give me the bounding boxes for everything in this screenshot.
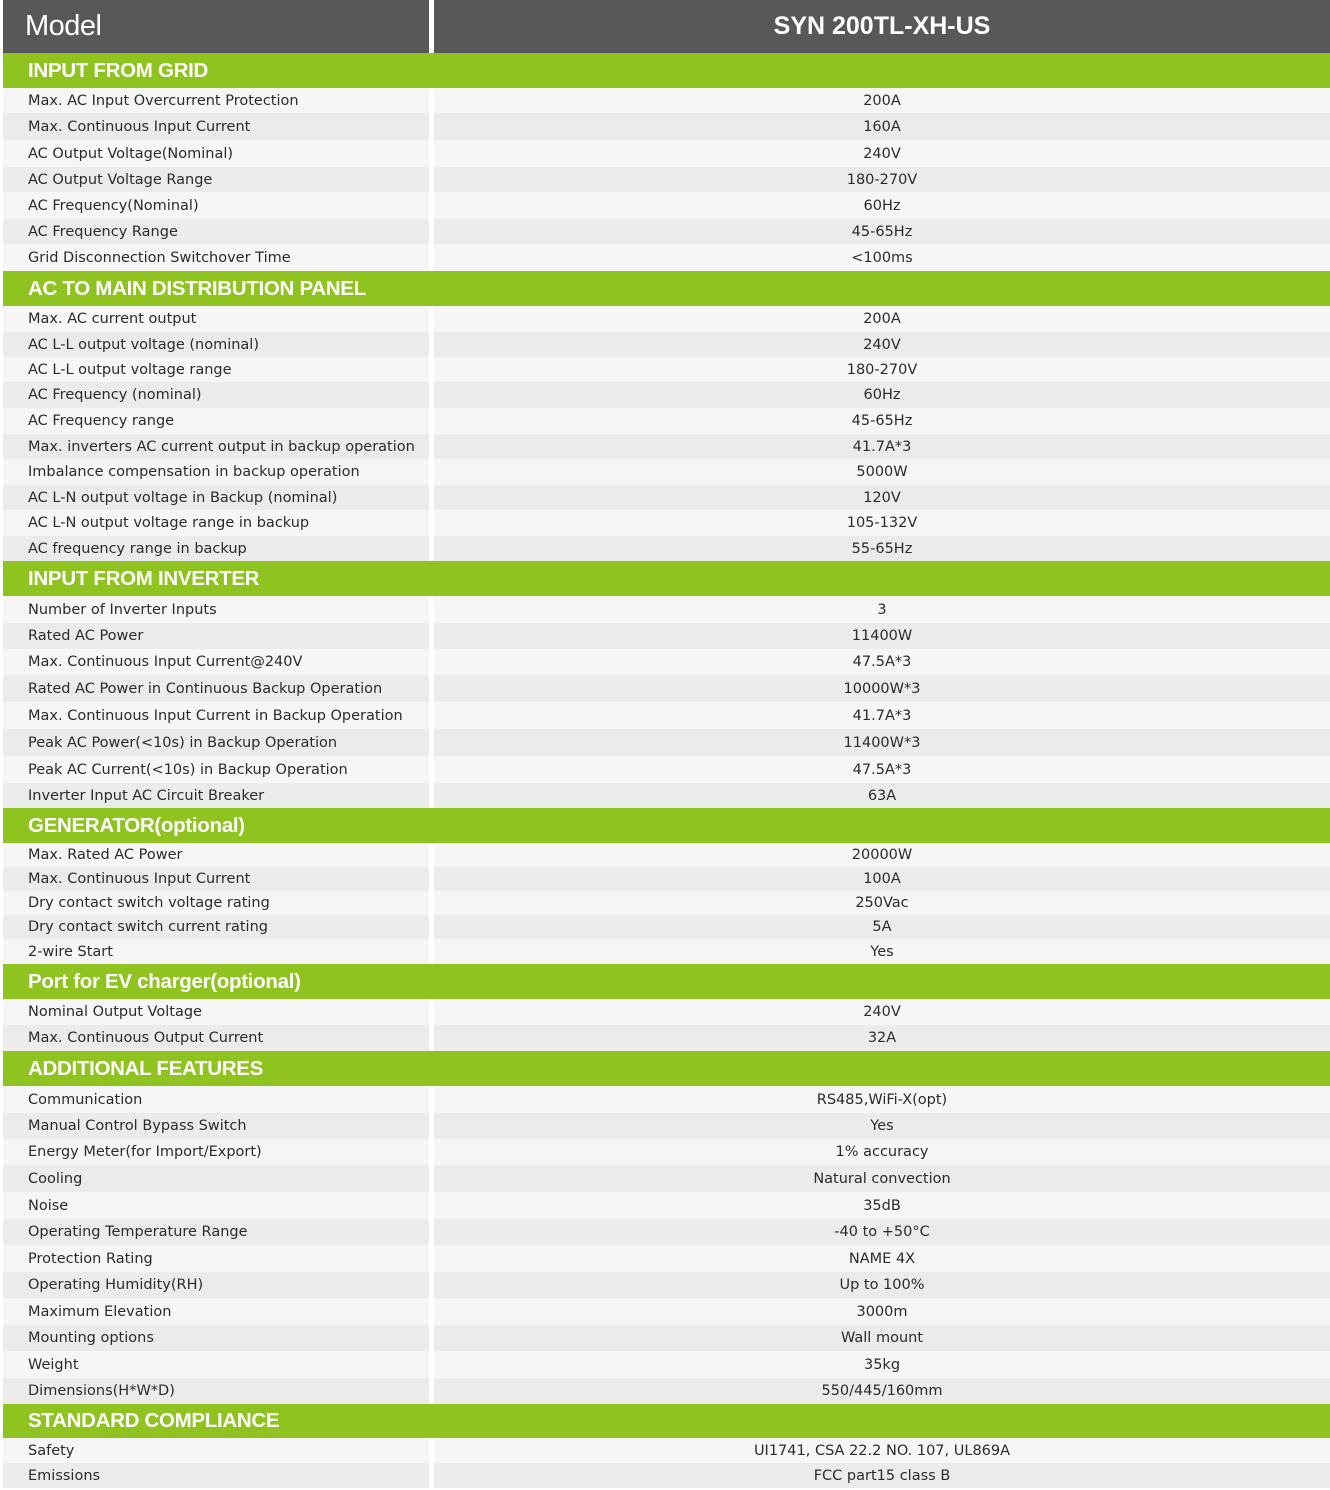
spec-value: 60Hz [434,192,1330,219]
spec-value: 35kg [434,1351,1330,1378]
spec-label: Operating Temperature Range [3,1219,429,1245]
spec-value: 550/445/160mm [434,1378,1330,1404]
spec-sheet [3,0,1330,1488]
spec-value: 120V [434,485,1330,510]
spec-label: AC Output Voltage(Nominal) [3,140,429,167]
spec-label: AC L-N output voltage range in backup [3,510,429,536]
spec-value: Natural convection [434,1165,1330,1192]
spec-row [3,192,1330,219]
spec-row [3,1272,1330,1298]
spec-value: 160A [434,113,1330,140]
spec-value: 240V [434,332,1330,357]
spec-value: -40 to +50°C [434,1219,1330,1245]
spec-label: Rated AC Power in Continuous Backup Operation [3,675,429,702]
spec-value: NAME 4X [434,1245,1330,1272]
model-value: SYN 200TL-XH-US [434,0,1330,53]
spec-label: Operating Humidity(RH) [3,1272,429,1298]
spec-row [3,167,1330,192]
spec-row [3,244,1330,271]
spec-value: 105-132V [434,510,1330,536]
spec-value: 35dB [434,1192,1330,1219]
spec-row [3,510,1330,536]
spec-label: Protection Rating [3,1245,429,1272]
spec-value: 180-270V [434,357,1330,382]
spec-row [3,459,1330,485]
spec-value: 5000W [434,459,1330,485]
section-header-generator-optional: GENERATOR(optional) [3,808,1330,843]
spec-row [3,1165,1330,1192]
spec-row [3,1086,1330,1113]
spec-row [3,88,1330,113]
spec-row [3,408,1330,434]
spec-label: Rated AC Power [3,623,429,649]
spec-label: Dry contact switch voltage rating [3,891,429,915]
spec-row [3,702,1330,729]
spec-row [3,783,1330,808]
spec-row [3,1438,1330,1463]
spec-value: 11400W [434,623,1330,649]
section-header-ac-to-main-distribution-panel: AC TO MAIN DISTRIBUTION PANEL [3,271,1330,306]
spec-value: <100ms [434,244,1330,271]
spec-value: UI1741, CSA 22.2 NO. 107, UL869A [434,1438,1330,1463]
spec-label: Max. AC Input Overcurrent Protection [3,88,429,113]
spec-row [3,485,1330,510]
spec-row [3,729,1330,756]
spec-value: Wall mount [434,1325,1330,1351]
model-label: Model [3,0,429,53]
spec-row [3,675,1330,702]
spec-label: Weight [3,1351,429,1378]
spec-label: AC L-L output voltage range [3,357,429,382]
spec-label: AC Frequency range [3,408,429,434]
spec-row [3,306,1330,332]
spec-value: Up to 100% [434,1272,1330,1298]
spec-label: 2-wire Start [3,939,429,964]
spec-row [3,1219,1330,1245]
spec-label: AC Frequency(Nominal) [3,192,429,219]
spec-value: 41.7A*3 [434,434,1330,459]
spec-value: 100A [434,867,1330,891]
spec-label: AC L-N output voltage in Backup (nominal) [3,485,429,510]
spec-label: Dimensions(H*W*D) [3,1378,429,1404]
spec-label: Communication [3,1086,429,1113]
spec-row [3,1113,1330,1139]
spec-row [3,843,1330,867]
spec-value: 63A [434,783,1330,808]
spec-row [3,1192,1330,1219]
spec-label: Maximum Elevation [3,1298,429,1325]
section-header-input-from-inverter: INPUT FROM INVERTER [3,561,1330,596]
spec-row [3,113,1330,140]
spec-value: 41.7A*3 [434,702,1330,729]
spec-label: AC frequency range in backup [3,536,429,561]
spec-table-body [3,53,1330,1488]
spec-label: Grid Disconnection Switchover Time [3,244,429,271]
spec-value: Yes [434,939,1330,964]
spec-label: Max. Continuous Input Current [3,867,429,891]
spec-label: Max. inverters AC current output in backup operation [3,434,429,459]
spec-row [3,1325,1330,1351]
section-header-standard-compliance: STANDARD COMPLIANCE [3,1404,1330,1438]
spec-label: Nominal Output Voltage [3,999,429,1025]
spec-row [3,649,1330,675]
spec-label: Inverter Input AC Circuit Breaker [3,783,429,808]
spec-row [3,1025,1330,1051]
section-header-input-from-grid: INPUT FROM GRID [3,53,1330,88]
spec-row [3,332,1330,357]
spec-row [3,1245,1330,1272]
spec-value: 250Vac [434,891,1330,915]
section-header-port-for-ev-charger-optional: Port for EV charger(optional) [3,964,1330,999]
spec-value: 45-65Hz [434,408,1330,434]
spec-value: 20000W [434,843,1330,867]
spec-row [3,1298,1330,1325]
spec-label: Imbalance compensation in backup operation [3,459,429,485]
spec-label: Dry contact switch current rating [3,915,429,939]
spec-row [3,756,1330,783]
spec-row [3,1351,1330,1378]
spec-value: 55-65Hz [434,536,1330,561]
spec-label: AC Frequency (nominal) [3,382,429,408]
spec-label: AC Output Voltage Range [3,167,429,192]
spec-value: 11400W*3 [434,729,1330,756]
spec-value: 3000m [434,1298,1330,1325]
spec-label: Peak AC Current(<10s) in Backup Operation [3,756,429,783]
spec-label: Noise [3,1192,429,1219]
spec-value: 3 [434,596,1330,623]
spec-row [3,357,1330,382]
spec-label: Max. Continuous Input Current in Backup Operation [3,702,429,729]
spec-row [3,140,1330,167]
spec-row [3,1463,1330,1488]
spec-label: Cooling [3,1165,429,1192]
spec-value: 180-270V [434,167,1330,192]
spec-row [3,915,1330,939]
spec-value: 10000W*3 [434,675,1330,702]
spec-row [3,536,1330,561]
spec-row [3,596,1330,623]
spec-label: Max. Continuous Input Current [3,113,429,140]
spec-row [3,219,1330,244]
spec-value: 47.5A*3 [434,649,1330,675]
spec-label: Number of Inverter Inputs [3,596,429,623]
spec-row [3,891,1330,915]
spec-value: RS485,WiFi-X(opt) [434,1086,1330,1113]
spec-label: Max. AC current output [3,306,429,332]
spec-row [3,1378,1330,1404]
spec-label: Max. Rated AC Power [3,843,429,867]
spec-label: Peak AC Power(<10s) in Backup Operation [3,729,429,756]
spec-label: Mounting options [3,1325,429,1351]
spec-row [3,939,1330,964]
spec-row [3,999,1330,1025]
spec-label: AC Frequency Range [3,219,429,244]
spec-label: Max. Continuous Input Current@240V [3,649,429,675]
spec-value: 45-65Hz [434,219,1330,244]
spec-label: Energy Meter(for Import/Export) [3,1139,429,1165]
spec-row [3,867,1330,891]
spec-value: 32A [434,1025,1330,1051]
spec-label: Safety [3,1438,429,1463]
spec-value: 1% accuracy [434,1139,1330,1165]
spec-value: 240V [434,999,1330,1025]
spec-row [3,382,1330,408]
spec-label: Emissions [3,1463,429,1488]
section-header-additional-features: ADDITIONAL FEATURES [3,1051,1330,1086]
spec-value: Yes [434,1113,1330,1139]
spec-value: 5A [434,915,1330,939]
table-header [3,0,1330,53]
spec-value: FCC part15 class B [434,1463,1330,1488]
spec-value: 200A [434,306,1330,332]
spec-label: Manual Control Bypass Switch [3,1113,429,1139]
spec-label: AC L-L output voltage (nominal) [3,332,429,357]
spec-row [3,434,1330,459]
spec-label: Max. Continuous Output Current [3,1025,429,1051]
spec-row [3,623,1330,649]
spec-value: 240V [434,140,1330,167]
spec-value: 60Hz [434,382,1330,408]
spec-row [3,1139,1330,1165]
spec-value: 200A [434,88,1330,113]
spec-value: 47.5A*3 [434,756,1330,783]
